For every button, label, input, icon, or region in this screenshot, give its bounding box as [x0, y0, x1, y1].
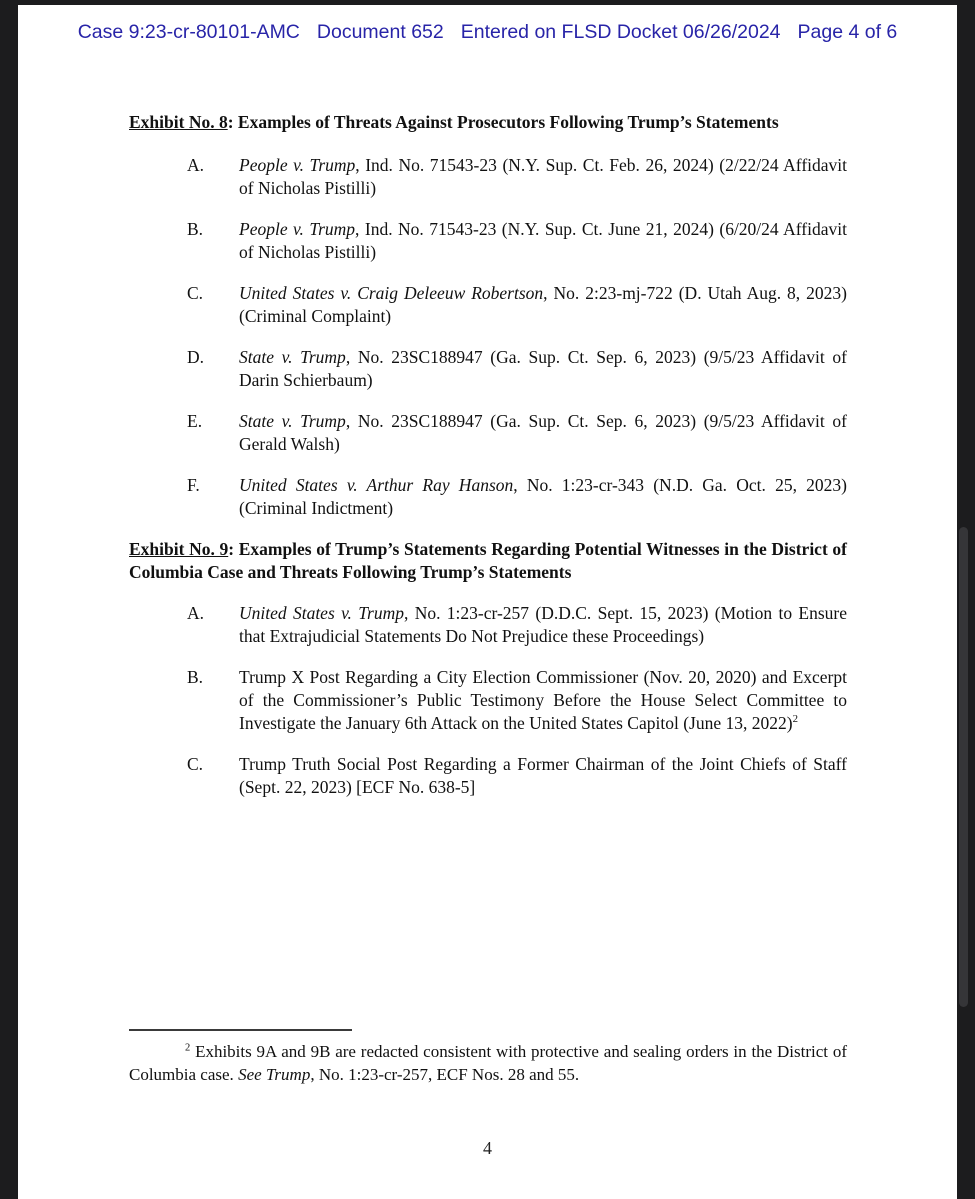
exhibit9-item-a — [129, 602, 847, 648]
docket-stamp — [18, 20, 957, 44]
pdf-page — [18, 5, 957, 1199]
page-number: 4 — [483, 1138, 492, 1158]
item-letter: C. — [187, 754, 204, 774]
item-letter: B. — [187, 219, 204, 239]
exhibit9-item-c — [129, 753, 847, 799]
exhibit8-item-b — [129, 218, 847, 264]
item-letter: F. — [187, 475, 200, 495]
item-text: United States v. Trump, No. 1:23-cr-257 (D.D.C. Sept. 15, 2023) (Motion to Ensure that Extrajudicial Statements Do Not Prejudice these Proceedings) — [239, 603, 847, 646]
exhibit8-label: Exhibit No. 8 — [129, 112, 228, 132]
document-body — [129, 111, 847, 817]
exhibit8-heading — [129, 111, 847, 134]
stamp-case-number: Case 9:23-cr-80101-AMC — [77, 21, 300, 43]
footnote-reference: 2 — [792, 713, 798, 726]
exhibit9-item-b — [129, 666, 847, 735]
item-text: United States v. Craig Deleeuw Robertson, No. 2:23-mj-722 (D. Utah Aug. 8, 2023) (Criminal Complaint) — [239, 283, 847, 326]
footnote-text: $^2$ Exhibits 9A and 9B are redacted consistent with protective and sealing orders in the District of Columbia case. See Trump, No. 1:23-cr-257, ECF Nos. 28 and 55. — [129, 1042, 847, 1084]
footnote-separator-rule — [129, 1029, 352, 1031]
item-letter: A. — [187, 603, 205, 623]
exhibit8-item-f — [129, 474, 847, 520]
stamp-document-number: Document 652 — [316, 21, 444, 43]
exhibit8-title: : Examples of Threats Against Prosecutors Following Trump’s Statements — [227, 112, 779, 132]
item-letter: D. — [187, 347, 205, 367]
item-letter: C. — [187, 283, 204, 303]
item-text: State v. Trump, No. 23SC188947 (Ga. Sup. Ct. Sep. 6, 2023) (9/5/23 Affidavit of Gerald Walsh) — [239, 411, 847, 454]
item-text: United States v. Arthur Ray Hanson, No. 1:23-cr-343 (N.D. Ga. Oct. 25, 2023) (Criminal Indictment) — [239, 475, 847, 518]
item-text: People v. Trump, Ind. No. 71543-23 (N.Y. Sup. Ct. June 21, 2024) (6/20/24 Affidavit of Nicholas Pistilli) — [239, 219, 847, 262]
scrollbar[interactable] — [957, 0, 975, 1199]
stamp-entered-date: Entered on FLSD Docket 06/26/2024 — [460, 21, 781, 43]
exhibit9-label: Exhibit No. 9 — [129, 539, 229, 559]
item-text: Trump Truth Social Post Regarding a Former Chairman of the Joint Chiefs of Staff (Sept. 22, 2023) [ECF No. 638-5] — [239, 754, 847, 797]
item-letter: A. — [187, 155, 205, 175]
footnote-citation: See Trump — [238, 1065, 311, 1084]
scrollbar-thumb[interactable] — [959, 527, 968, 1007]
exhibit8-item-e — [129, 410, 847, 456]
footnote-section — [129, 1029, 847, 1086]
stamp-page-count: Page 4 of 6 — [797, 21, 898, 43]
item-text: People v. Trump, Ind. No. 71543-23 (N.Y. Sup. Ct. Feb. 26, 2024) (2/22/24 Affidavit of Nicholas Pistilli) — [239, 155, 847, 198]
footnote-marker: 2 — [185, 1042, 191, 1054]
exhibit8-item-a — [129, 154, 847, 200]
exhibit9-heading — [129, 538, 847, 584]
exhibit8-item-d — [129, 346, 847, 392]
item-text: State v. Trump, No. 23SC188947 (Ga. Sup. Ct. Sep. 6, 2023) (9/5/23 Affidavit of Darin Schierbaum) — [239, 347, 847, 390]
item-text: Trump X Post Regarding a City Election Commissioner (Nov. 20, 2020) and Excerpt of the Commissioner’s Public Testimony Before the House Select Committee to Investigate the January 6th Attack on the United States Capitol (June 13, 2022)$^2$ — [239, 667, 847, 733]
exhibit8-item-c — [129, 282, 847, 328]
item-letter: E. — [187, 411, 203, 431]
exhibit9-title: : Examples of Trump’s Statements Regarding Potential Witnesses in the District of Columbia Case and Threats Following Trump’s Statements — [129, 539, 847, 582]
item-letter: B. — [187, 667, 204, 687]
